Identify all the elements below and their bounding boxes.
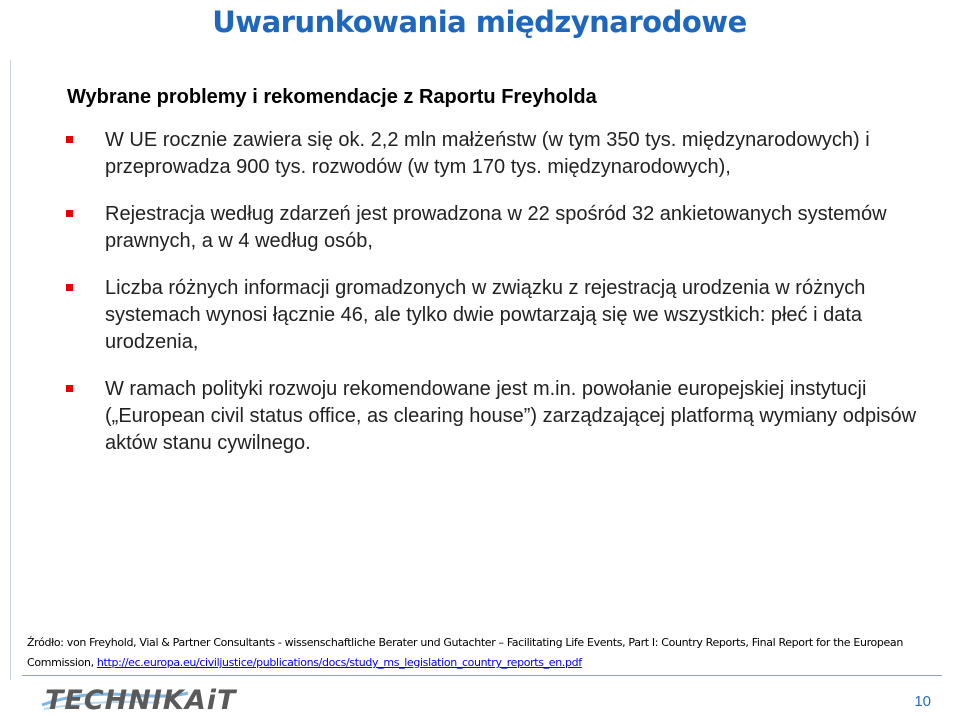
bullet-text: W ramach polityki rozwoju rekomendowane jest m.in. powołanie europejskiej instytucji („European civil status office, as clearing house”) zarządzającej platformą wymiany odpisów aktów stanu cywilnego. (105, 378, 917, 454)
source-text: Źródło: von Freyhold, Vial & Partner Consultants - wissenschaftliche Berater und Gutachter – Facilitating Life Events, Part I: Country Reports, Final Report for the European Commission, (27, 636, 903, 669)
bullet-square-icon (66, 385, 73, 392)
bullet-text: Liczba różnych informacji gromadzonych w związku z rejestracją urodzenia w różnych systemach wynosi łącznie 46, ale tylko dwie powtarzają się we wszystkich: płeć i data urodzenia, (105, 277, 866, 353)
bullet-square-icon (66, 210, 73, 217)
bullet-square-icon (66, 136, 73, 143)
technika-it-logo (45, 683, 236, 717)
source-link[interactable]: http://ec.europa.eu/civiljustice/publications/docs/study_ms_legislation_country_reports_en.pdf (96, 656, 582, 669)
footer-divider (22, 675, 942, 676)
left-border-line (10, 60, 11, 680)
page-number: 10 (914, 693, 931, 710)
bullet-list (62, 127, 952, 477)
logo-text: TECHNIKAiT (45, 684, 237, 716)
bullet-square-icon (66, 284, 73, 291)
source-citation (27, 633, 947, 673)
slide-title: Uwarunkowania międzynarodowe (212, 5, 747, 39)
bullet-text: W UE rocznie zawiera się ok. 2,2 mln małżeństw (w tym 350 tys. międzynarodowych) i przeprowadza 900 tys. rozwodów (w tym 170 tys. międzynarodowych), (105, 129, 870, 178)
bullet-item (62, 127, 952, 181)
bullet-item (62, 201, 952, 255)
slide-subtitle: Wybrane problemy i rekomendacje z Raportu Freyholda (67, 86, 597, 108)
bullet-item (62, 275, 952, 356)
bullet-text: Rejestracja według zdarzeń jest prowadzona w 22 spośród 32 ankietowanych systemów prawnych, a w 4 według osób, (105, 203, 887, 252)
bullet-item (62, 376, 952, 457)
